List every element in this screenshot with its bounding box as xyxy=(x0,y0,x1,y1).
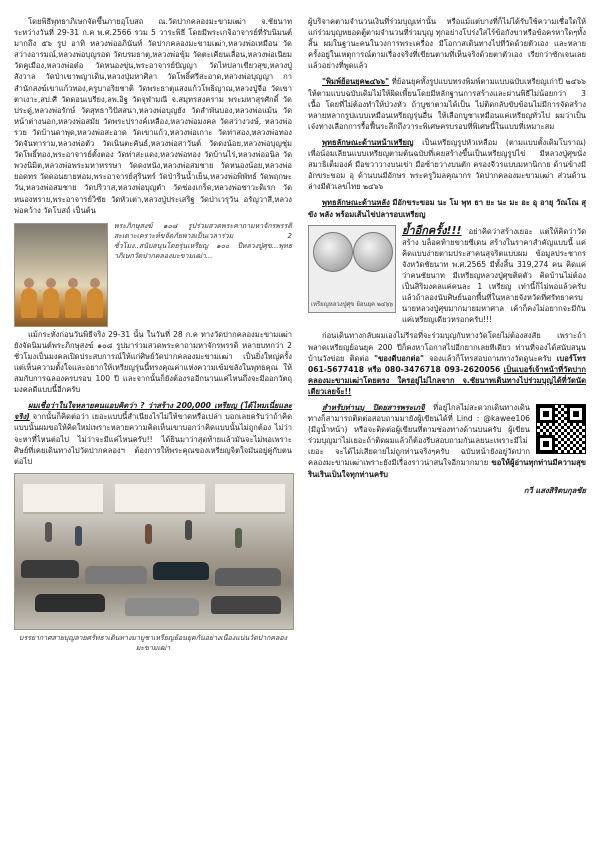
left-column xyxy=(14,16,292,658)
closing-block xyxy=(308,402,586,496)
qr-finder-pattern xyxy=(537,435,555,453)
tent-shape xyxy=(215,484,285,514)
doubt-text: จากนั้นก็คิดต่อว่า เยอะแบบนี้สำเนียงไรไม่ให้ขาดหรือเปล่า บอกเลยครับว่าถ้าคิดแบบนั้นผมขอให้คิดใหม่เพราะหลายความคิดเห็นเขาบอกว่าคิดแบบนั้นไม่ถูกต้อง ไม่ว่าจะหาที่ไหนต่อไป ไม่ว่าจะมีแค่ไหนครับ!! ได้ยินมาว่าสุดท้ายแล้วมันจะไม่พอเพราะศิษย์ที่เคยเดินทางไปวัดปากคลองฯ ต้องการให้พระคุณของเหรียญจิตใจมันอยู่คู่กับตนต่อไป xyxy=(14,412,292,466)
front-description-label: พุทธลักษณะด้านหน้าเหรียญ xyxy=(322,137,414,147)
person-figure xyxy=(235,528,242,548)
retro-edition-paragraph xyxy=(308,76,586,131)
closing-text: ที่อยู่ไกลไม่สะดวกเดินทางเดินทางก็สามารถติดต่อสอบถามมายังผู้เขียนได้ที่ Lind : @kawee106 (มีอูน้ำหน้า) หรือจะติดต่อผู้เขียนที่ตามช่องทางด้านบนครับ ผู้เขียนร่วมบุญมาไม่เยอะถ้าติดผมแล้วก็ต้องรีบสอบถามกันเลยนะเพราะมีไม่เยอะ จะได้ไม่เสียดายไม่ถูกท่านจริงๆครับ ฉบับหน้ายังอยู่วัดปากคลองมะขามเฒ่าเพราะยังมีเรื่องราวน่าสนใจอีกมากมาย xyxy=(308,403,530,468)
person-figure xyxy=(75,526,82,546)
phone-numbers[interactable]: เบอร์โทร 061-5677418 หรือ 080-3476718 093-2620056 xyxy=(308,353,587,374)
monk-figure xyxy=(43,288,59,318)
car-shape xyxy=(125,598,199,616)
front-description-text: เป็นเหรียญรูปหัวเหลือม (ตามแบบตั้งเดิมโบราณ) เพื่อน้อมเลียนแบบเหรียญตามต้นฉบับที่เคยสร้างขึ้นเป็นเหรียญรูปไข่ มีหลวงปู่ศุขนั่งสมาธิเต็มองค์ มือขวาวางบนเข่า มือซ้ายวางบนตัก ครองจีวรแบบมหานิกาย ด้านข้างมีอักขระขอม อุ ด้านบนมีอักษร พระครูวิมลคุณากร วัดปากคลองมะขามเฒ่า ส่วนด้านล่างมีตัวเลขไทย ๒๔๖๖ xyxy=(308,137,586,192)
monk-head xyxy=(46,278,56,288)
monk-figure xyxy=(21,288,37,318)
pre-ceremony-text: แม้กระทั่งก่อนวันพิธีจริง 29-31 นั้น ในวันที่ 28 ก.ค ทางวัดปากคลองมะขามเฒ่ายังจัดนิมนต์พระภิกษุสงฆ์ ๑๐๘ รูปมาร่วมสวดพระคาถามหาจักรพรรดิ หลายบทกว่า 2 ชั่วโมงเป็นมงคลเปิดประสบการณ์ให้แก่ศิษย์วัดปากคลองมะขามเฒ่า เป็นยิ่งใหญ่ครั้ง แต่เห็นความตั้งใจและอยากให้เหรียญรุ่นนี้ทรงคุณค่าแห่งความเข้มขลังในพุทธคุณ ให้สมกับการฉลองครบรอบ 100 ปี และจากนั้นก็ยังต้องรออีกนานแค่ไหนถึงจะมีออกวัตถุมงคลดีแบบนี้อีกครับ xyxy=(14,329,292,395)
ceremony-paragraph xyxy=(14,16,292,216)
contact-text: ก่อนเดินทางกลับผมเองไม่รีรอที่จะร่วมบุญกับทางวัดโดยไม่ต้องสงสัย เพราะถ้าพลาดเหรียญย้อนยุค 200 ปีก็คงหาโอกาสไปอีกยากเลยทีเดียว ท่านที่จองได้สนับสนุนบ้านวังข่อย ติดต่อ xyxy=(308,331,586,363)
tent-shape xyxy=(115,484,205,514)
doubt-paragraph xyxy=(14,400,292,467)
contact-paragraph xyxy=(308,330,586,397)
coin-front-image xyxy=(313,232,353,272)
closing-label: สำหรับท่านบุ ปิดยสารพระเกจิ xyxy=(322,403,425,412)
contact-highlight: "ของดีบอกต่อ" xyxy=(374,353,424,363)
monk-head xyxy=(90,278,100,288)
retro-edition-label: "พิมพ์ย้อนยุค๒๔๖๖" xyxy=(322,77,390,87)
front-description-paragraph xyxy=(308,137,586,192)
retro-edition-text: ที่ย้อนยุคทั้งรูปแบบทรงพิมพ์ตามแบบฉบับเหรียญเก่าปี ๒๔๖๖ ให้ตามแบบฉบับเดิมไม่ให้ผิดเพี้ยนโดยมีหลักฐานการสร้างและผ่านพิธีไม่น้อยกว่า 3 เนื้อ โดยที่ไม่ต้องทำให้ป่วงหัว ถ้าบูชาตามได้เป็น ไม่ติดกลับขับข้อนไม่มีการจัดสร้างหลายหลากรูปแบบเหมือนเหรียญรุ่นอื่น ให้เลือกบูชาเหมือนแค่เหรียญทั่วไป ผมว่าเป็นเจ๋งทางเลือกการรื้อฟื้นระลึกถึงวาระพิเศษครบรอบที่พิเศษนี้ในแบบที่เหมาะสม xyxy=(308,77,586,131)
reminder-heading: ย้ำอีกครั้ง!!! xyxy=(402,223,462,237)
car-shape xyxy=(211,596,281,614)
car-shape xyxy=(153,562,209,580)
crowd-photo-caption: บรรยากาศสายบุญลายศรัทธาเดินทางมาบูชาเหรียญย้อนยุคกันอย่างเนืองแน่นวัดปากคลองมะขามเฒ่า xyxy=(19,633,287,652)
coin-photo-caption: เหรียญหลวงปู่ศุข ย้อนยุค ๒๔๖๖ xyxy=(310,300,394,308)
monk-figure xyxy=(87,288,103,318)
monk-figure xyxy=(65,288,81,318)
monk-head xyxy=(24,278,34,288)
doubt-label: ผมเชื่อว่าในใจหลายคนแอบคิดว่า ? ว่าสร้าง 200,000 เหรียญ (ได้ไหมเนี่ยและจริง) xyxy=(14,401,292,422)
contact-text-2: จองแล้วก็โทรสอบถามทางวัดดูนะครับ xyxy=(429,353,552,363)
person-figure xyxy=(145,524,152,544)
transparency-text: ผู้บริจาคตามจำนวนเงินที่ร่วมบุญเท่านั้น หรือแม้แต่บางที่ก็ไม่ได้รับใช้ความเชื่อใดให้แก่ร่วมบุญหยอดตู้ตามจำนวนที่ร่วมบุญ ทุกอย่างโปร่งใสไร้ข้อกังขาหรือข้อครหาใดๆทั้งสิ้น ผมในฐานะคนในวงการพระเครื่อง มีโอกาสเดินทางไปที่วัดด้วยตัวเอง และหลายครั้งอยู่ในเหตุการณ์ตามเรื่องจริงที่เขียนตามที่เห็นจริงด้วยตาตัวเอง เรียกว่าซักเจนเลยแล้วอย่างที่พูดแล้ว xyxy=(308,17,586,71)
reminder-block xyxy=(308,225,586,331)
qr-finder-pattern xyxy=(537,405,555,423)
back-description-label: พุทธลักษณะด้านหลัง xyxy=(322,198,390,208)
monks-chanting-photo xyxy=(14,223,108,327)
coin-back-image xyxy=(353,232,393,272)
reminder-text: อย่าคิดว่าสร้างเยอะ แต่ให้คิดว่าวัดสร้าง บล็อคท้ายขายซีเดน สร้างในราคาสำคัญแบบนี้ แค่คิดแบบง่ายตามประสาคนสุจริตแบบผม ข้อมูลประชากรจังหวัดชัยนาท พ.ศ.2565 มีทั้งสิ้น 319,274 คน คิดแค่ว่าคนชัยนาท มีเหรียญหลวงปู่ศุขติดตัว คิดบ้านไม่ต้องเป็นสิริมงคลแค่คนละ 1 เหรียญ เท่านี้ก็ไม่พอแล้วครับ แล้วถ้าลองนับศิษย์นอกพื้นที่ในหลายจังหวัดที่ศรัทธาครบนายหลวงปู่ศุขมากมายมหาศาล เค้าก็คงไม่อยากจะมีกันแค่เหรียญเดียวหรอกครับ!!! xyxy=(402,226,586,325)
car-shape xyxy=(85,566,147,584)
car-shape xyxy=(35,594,105,612)
qr-code-icon[interactable] xyxy=(536,404,586,454)
right-column xyxy=(308,16,586,496)
back-description-paragraph xyxy=(308,197,586,219)
car-shape xyxy=(21,560,79,578)
tent-shape xyxy=(23,484,103,514)
ceremony-text: โดยพิธีพุทธาภิเษกจัดขึ้นภายอุโบสถ ณ.วัดปากคลองมะขามเฒ่า จ.ชัยนาท ระหว่างวันที่ 29-31 ก.ค พ.ศ.2566 รวม 5 วาระพิธี โดยมีพระเกจิอาจารย์ที่รับนิมนต์มากถึง ๕๖ รูป อาทิ หลวงพ่ออภินันท์ วัดปากคลองมะขามเฒ่า,หลวงพ่อเหมือน วัดสว่างอารมณ์,หลวงพ่อบุญรอด วัดบรมธาตุ,หลวงพ่อขุ้ม วัดตะเคียนเลื่อน,หลวงพ่อเนียม วัดคูเมือง,หลวงพ่อต๋อ วัดหนองขุ่น,พระอาจารย์ปัญญา วัดไหปลาเขียวสุข,หลวงปู่สังวาล วัดป่าเขาพญาเดิน,หลวงปุ่มหาศิลา วัดโพธิ์ศรีสะอาด,หลวงพ่อบุญญา กาสำนักสงฆ์เขาแก้วทอง,ครูบาอริยชาติ วัดพระธาตุแสงแก้วโพธิญาณ,หลวงปู่จือ วัดเขาตาเงาะ,สป.ศี วัดดอนเบรียง,ลพ.อิฐ วัดจุฬามณี จ.สมุทรสงคราม พระมหาสุรศักดิ์ วัดประดู่,หลวงพ่อรักษ์ วัดสุทธาวิปัสสนา,หลวงพ่อบุญยัง วัดสำพันบอง,หลวงพ่อแม้น วัดหน้าต่างนอก,หลวงพ่อสมัย วัดพระปรางค์เหลือง,หลวงพ่อมงคล วัดสว่างวงษ์, หลวงพ่อรวย วัดบ้านดาพุด,หลวงพ่อสะอาด วัดเขาแก้ว,หลวงพ่อเกาะ วัดท่าสอง,หลวงพ่อทอง วัดจันทาราม,หลวงพ่อตัว วัดเนินตะคันธ์,หลวงพ่อสาวันต์ วัดดงน้อย,หลวงพ่อบุญชุ่ม วัดโพธิ์ทอง,พระอาจารย์ตั้งตอง วัดท่าสะแดง,หลวงพ่อทอง วัดบ้านไร่,หลวงพ่ออนิล วัดพวงนิมิต,หลวงพ่อพระมหาหรรษา วัดดงหนัง,หลวงพ่อสมชาย วัดหนองน้อย,หลวงพ่อยอดทร วัดดอนยายหอม,พระอาจารย์สุรินทร์ วัดป่ารินน้ำเย็น,หลวงพ่อพิพัทธ์ วัดพฤกษะวัน,หลวงพ่อสมชาย วัดปริวาส,หลวงพ่อบุญตำ วัดช่องเกร็ด,หลวงพ่อชาวะดิเรก วัดหนองทราย,พระอาจารย์วิชัย วัดหัวเต่า,หลวงปู่ประเสริฐ วัดป่าเวรุวัน อรัญวาสี,หลวงพ่อคว้าง วัดโบสถ์ เป็นต้น xyxy=(14,17,292,215)
person-figure xyxy=(185,520,192,540)
pre-ceremony-paragraph xyxy=(14,329,292,396)
qr-finder-pattern xyxy=(567,405,585,423)
back-description-text: มีอักขระขอม นะ โม พุท ธา ยะ นะ มะ อะ อุ อายุ วัณโณ สุขัง พลัง พร้อมเส้นไข่ปลารอบเหรียญ xyxy=(308,198,586,219)
author-signature: กวี แสงสิริตบกุลชัย xyxy=(523,485,586,495)
monks-photo-caption: พระภิกษุสงฆ์ ๑๐๘ รูปร่วมสวดพระคาถามหาจักรพรรดิสะเดาะเคราะห์ขจัดภัยพาลเป็นเวลาร่วม 2 ชั่วโมง..สนับสนุนโดยรุ่นเหรียญ ๑๐๐ ปีหลวงปู่ศุข...พุทธาภิเษกวัดปากคลองมะขามเฒ่า... xyxy=(114,221,292,260)
transparency-paragraph xyxy=(308,16,586,71)
crowd-parking-photo xyxy=(14,473,294,630)
closing-wish: ขอให้ผู้อ่านทุกท่านมีความสุขรินเรินเป็นใจทุกท่านครับ xyxy=(308,458,586,479)
coin-photo xyxy=(308,225,396,313)
person-figure xyxy=(45,522,52,542)
monk-head xyxy=(68,278,78,288)
contact-directions: เป็นเบอร์เจ้าหน้าที่วัดปากคลองมะขามเฒ่าโดยตรง ใครอยู่ไม่ไกลจาก จ.ชัยนาทเดินทางไปร่วมบุญได้ที่วัดนัดเดียวเลยจ้ะ!! xyxy=(308,364,586,396)
car-shape xyxy=(215,568,281,586)
